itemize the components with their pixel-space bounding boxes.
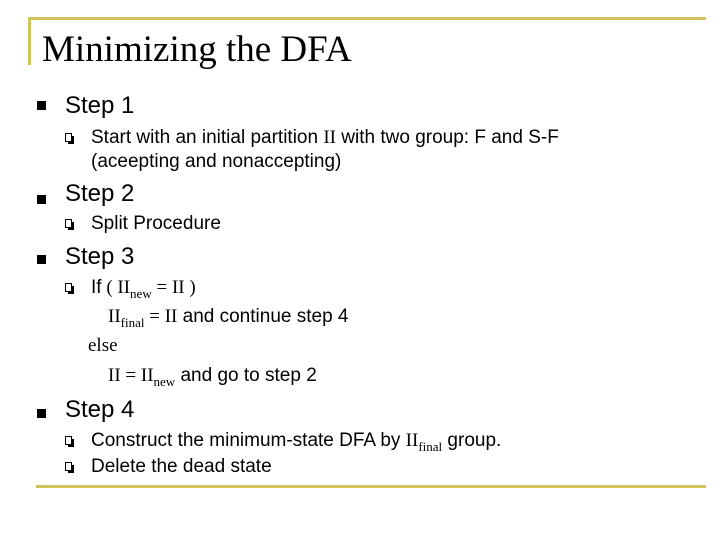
pi-symbol: II: [405, 430, 419, 451]
else-keyword: else: [88, 335, 118, 356]
step3-if-line: [91, 276, 196, 301]
step1-item-after: with two group: F and S-F: [336, 127, 559, 148]
frame-top-rule: [28, 17, 706, 20]
step4-item1-before: Construct the minimum-state DFA by: [91, 430, 406, 451]
step2-item: Split Procedure: [91, 213, 221, 234]
bullet-box-icon: [65, 283, 72, 292]
step4-item1-after: group.: [442, 430, 502, 451]
bullet-square-icon: [37, 195, 46, 204]
pi-symbol: II: [117, 277, 131, 298]
step3-then-line: [108, 305, 349, 330]
step4-heading: Step 4: [65, 396, 135, 423]
bullet-square-icon: [37, 101, 46, 110]
slide-title: Minimizing the DFA: [42, 29, 352, 70]
step2-heading: Step 2: [65, 180, 135, 207]
step4-item1: [91, 429, 501, 454]
equals-sign: =: [144, 306, 165, 327]
pi-symbol: II: [323, 127, 336, 148]
pi-symbol: II: [108, 306, 121, 327]
bullet-box-icon: [65, 219, 72, 228]
frame-left-rule: [28, 17, 31, 65]
equals-sign: =: [120, 365, 141, 386]
frame-bottom-rule: [36, 485, 706, 488]
new-subscript: new: [153, 374, 176, 389]
step1-heading: Step 1: [65, 92, 135, 119]
step3-heading: Step 3: [65, 243, 135, 270]
if-keyword: If: [91, 277, 102, 298]
pi-symbol: II: [108, 365, 121, 386]
then-text: and continue step 4: [177, 306, 349, 327]
if-close: ): [184, 277, 196, 298]
step4-item2: Delete the dead state: [91, 456, 272, 477]
pi-symbol: II: [171, 277, 185, 298]
step3-else-line: [108, 364, 317, 389]
final-subscript: final: [120, 315, 145, 330]
step1-item-before: Start with an initial partition: [91, 127, 324, 148]
pi-symbol: II: [140, 365, 154, 386]
final-subscript: final: [418, 439, 443, 454]
bullet-box-icon: [65, 133, 72, 142]
bullet-square-icon: [37, 409, 46, 418]
if-open: (: [101, 277, 118, 298]
else-text: and go to step 2: [175, 365, 317, 386]
step1-item-line2: (aceepting and nonaccepting): [91, 151, 342, 172]
pi-symbol: II: [164, 306, 178, 327]
bullet-box-icon: [65, 462, 72, 471]
equals-sign: =: [151, 277, 172, 298]
bullet-box-icon: [65, 436, 72, 445]
step1-item: [91, 126, 559, 150]
new-subscript: new: [130, 286, 152, 301]
bullet-square-icon: [37, 255, 46, 264]
